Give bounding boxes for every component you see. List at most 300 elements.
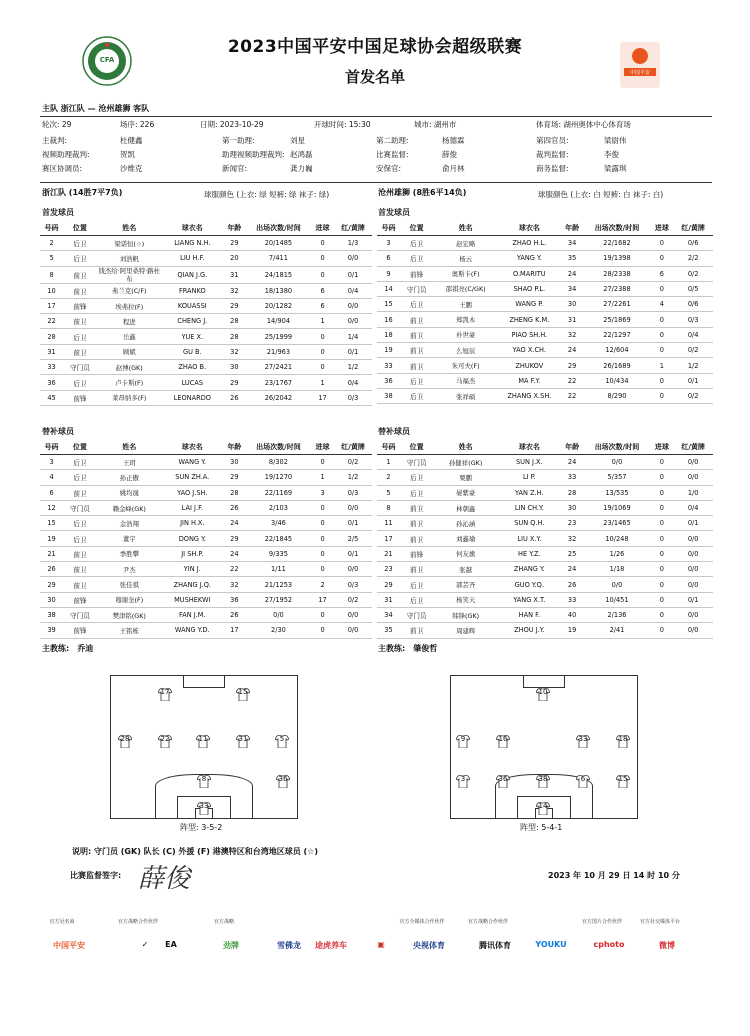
home-coach: 主教练: 乔迪 [42,644,94,653]
player-name: 梁诺恒(☆) [97,236,162,251]
column-header: 出场次数/时间 [246,440,311,455]
player-position: 前卫 [400,327,433,342]
cards: 1/3 [334,236,372,251]
sponsor-logo: 中国平安 [53,941,85,950]
player-position: 前锋 [63,623,97,638]
home-starters-table [40,221,372,406]
cards: 0/1 [334,516,372,531]
player-number: 36 [40,375,63,390]
player-row [377,577,713,592]
player-age: 33 [561,592,584,607]
goals: 0 [650,623,673,638]
column-header: 年龄 [561,440,584,455]
cards: 0/4 [334,375,372,390]
jersey-number: 5 [279,735,285,743]
goals: 0 [650,546,673,561]
shirt-name: YAO J.SH. [162,485,223,500]
supervisor-sign-label: 比赛监督签字: [70,871,122,880]
player-name: 栗鹏 [433,470,498,485]
official-name: 梁尉伟 [604,136,627,145]
appearances: 9/335 [246,546,311,561]
player-name: 王铭栋 [97,623,162,638]
round: 轮次: 29 [42,120,72,129]
goals: 0 [311,266,334,283]
appearances: 28/2338 [584,266,651,281]
appearances: 23/1465 [584,516,651,531]
goals: 0 [311,251,334,266]
goals: 0 [650,500,673,515]
player-name: 张越 [433,562,498,577]
goals: 0 [311,500,334,515]
appearances: 24/1815 [246,266,311,283]
player-row [377,500,713,515]
player-name: 韩锋(GK) [433,607,498,622]
column-header: 出场次数/时间 [246,221,311,236]
jersey-number: 9 [460,735,466,743]
player-position: 后卫 [63,516,97,531]
player-row [377,373,713,388]
away-starters-table [377,221,713,404]
player-position: 后卫 [400,470,433,485]
sponsor-logo: cphoto [593,940,625,949]
sponsor-caption: 官方冠名商 [49,919,75,925]
player-number: 5 [40,251,63,266]
player-row [40,360,372,375]
player-name: 赵宏略 [433,236,498,251]
goals: 0 [650,388,673,403]
player-age: 30 [561,297,584,312]
column-header: 球衣名 [162,440,223,455]
column-header: 球衣名 [498,221,561,236]
player-number: 15 [40,516,63,531]
player-name: 埃弗拉(F) [97,298,162,313]
goals: 0 [650,516,673,531]
shirt-name: ZHAO B. [162,360,223,375]
player-number: 3 [377,236,400,251]
player-number: 19 [40,531,63,546]
player-position: 前卫 [400,562,433,577]
player-age: 24 [223,516,246,531]
player-position: 后卫 [400,236,433,251]
column-header: 位置 [63,440,97,455]
player-row [40,251,372,266]
player-row [377,546,713,561]
appearances: 27/2388 [584,281,651,296]
player-age: 34 [561,236,584,251]
goals: 0 [650,327,673,342]
player-jersey-icon [276,773,290,786]
player-jersey-icon [616,733,630,746]
player-number: 1 [377,455,400,470]
player-jersey-icon [536,773,550,786]
player-age: 29 [223,470,246,485]
shirt-name: ZHENG K.M. [498,312,561,327]
shirt-name: PIAO SH.H. [498,327,561,342]
player-number: 21 [40,546,63,561]
player-name: 么旭辰 [433,343,498,358]
cards: 0/5 [673,281,713,296]
appearances: 12/604 [584,343,651,358]
jersey-number: 11 [198,735,208,743]
shirt-name: ZHANG Y. [498,562,561,577]
appearances: 1/18 [584,562,651,577]
player-row [377,470,713,485]
player-number: 31 [377,592,400,607]
player-position: 后卫 [400,251,433,266]
player-age: 24 [561,562,584,577]
official-name: 杜健鑫 [120,136,143,145]
player-position: 后卫 [63,236,97,251]
jersey-number: 18 [618,735,628,743]
player-name: 卢卡斯(F) [97,375,162,390]
player-name: 何友旗 [433,546,498,561]
shirt-name: KOUASSI [162,298,223,313]
goals: 0 [311,607,334,622]
player-position: 前锋 [63,298,97,313]
player-position: 前卫 [63,314,97,329]
supervisor-signature: 薛俊 [138,864,191,894]
player-name: 尹杰 [97,562,162,577]
column-header: 红/黄牌 [334,221,372,236]
player-name: 孙沁涵 [433,516,498,531]
goals: 0 [650,470,673,485]
column-header: 进球 [650,221,673,236]
player-number: 10 [40,283,63,298]
column-header: 进球 [311,440,334,455]
player-position: 前卫 [63,283,97,298]
sponsor-logo: 途虎养车 [315,941,347,950]
goals: 0 [650,281,673,296]
sponsor-caption: 官方战略合作伙伴 [117,919,158,925]
shirt-name: FRANKO [162,283,223,298]
player-row [40,607,372,622]
goals: 0 [311,562,334,577]
cards: 0/1 [334,546,372,561]
player-jersey-icon [118,733,132,746]
appearances: 14/904 [246,314,311,329]
official-role: 第二助理: [376,136,409,145]
official-name: 刘星 [290,136,305,145]
player-position: 前锋 [400,546,433,561]
player-row [40,344,372,359]
player-name: 赖金峰(GK) [97,500,162,515]
appearances: 27/2261 [584,297,651,312]
shirt-name: LIU H.F. [162,251,223,266]
home-starters-label: 首发球员 [42,208,74,217]
player-age: 32 [561,531,584,546]
cards: 0/6 [673,236,713,251]
player-row [40,283,372,298]
goals: 0 [650,577,673,592]
player-jersey-icon [616,773,630,786]
shirt-name: GU B. [162,344,223,359]
appearances: 19/1270 [246,470,311,485]
shirt-name: SUN ZH.A. [162,470,223,485]
column-header: 姓名 [433,440,498,455]
shirt-name: MA F.Y. [498,373,561,388]
player-age: 31 [561,312,584,327]
player-name: 董宇 [97,531,162,546]
player-name: 杨云 [433,251,498,266]
player-row [40,236,372,251]
column-header: 球衣名 [162,221,223,236]
player-name: 王鹏 [433,297,498,312]
cards: 0/0 [673,455,713,470]
cards: 1/0 [673,485,713,500]
official-name: 李俊 [604,150,619,159]
appearances: 0/0 [246,607,311,622]
official-role: 比赛监督: [376,150,409,159]
player-row [377,327,713,342]
cards: 0/4 [334,283,372,298]
cards: 1/4 [334,329,372,344]
page-subtitle: 首发名单 [344,68,405,86]
player-age: 31 [223,266,246,283]
cards: 0/1 [673,592,713,607]
appearances: 22/1169 [246,485,311,500]
cards: 0/3 [334,577,372,592]
player-age: 26 [223,607,246,622]
player-number: 30 [40,592,63,607]
cards: 1/2 [334,470,372,485]
player-position: 后卫 [63,455,97,470]
goals: 6 [311,283,334,298]
column-header: 号码 [377,221,400,236]
player-jersey-icon [158,733,172,746]
player-number: 14 [377,281,400,296]
player-age: 22 [223,562,246,577]
player-position: 后卫 [400,373,433,388]
player-age: 32 [223,344,246,359]
player-name: 邵祺亮(C/GK) [433,281,498,296]
player-number: 16 [377,312,400,327]
player-name: 杨笑天 [433,592,498,607]
home-formation: 阵型: 3-5-2 [180,823,223,832]
goals: 6 [650,266,673,281]
player-name: 郭芸齐 [433,577,498,592]
player-number: 5 [377,485,400,500]
cards: 0/3 [334,390,372,405]
player-position: 前卫 [400,312,433,327]
shirt-name: HAN F. [498,607,561,622]
jersey-number: 22 [160,735,170,743]
jersey-number: 15 [618,775,628,783]
player-number: 6 [40,485,63,500]
report-timestamp: 2023 年 10 月 29 日 14 时 10 分 [548,871,680,880]
player-age: 28 [223,314,246,329]
shirt-name: WANG Y. [162,455,223,470]
player-number: 17 [377,531,400,546]
player-row [40,390,372,405]
player-position: 后卫 [400,297,433,312]
player-age: 32 [223,577,246,592]
player-row [40,623,372,638]
jersey-number: 16 [498,735,508,743]
player-position: 后卫 [400,388,433,403]
player-name: 钱杰给·阿里桑特·路杜布 [98,266,161,283]
player-row [40,516,372,531]
appearances: 0/0 [584,577,651,592]
goals: 0 [650,455,673,470]
player-name: 孙健祥(GK) [433,455,498,470]
player-name: 莱昂纳多(F) [97,390,162,405]
player-number: 38 [377,388,400,403]
cards: 0/0 [334,314,372,329]
official-role: 赛区协调员: [42,164,83,173]
player-name: 姚均晟 [97,485,162,500]
player-age: 32 [223,283,246,298]
player-row [377,312,713,327]
stadium: 体育场: 湖州奥体中心体育场 [536,120,631,129]
player-position: 前锋 [63,390,97,405]
player-age: 36 [223,592,246,607]
player-number: 18 [377,327,400,342]
player-name: 郑凯木 [433,312,498,327]
player-row [377,592,713,607]
appearances: 27/1952 [246,592,311,607]
cards: 0/6 [673,297,713,312]
player-jersey-icon [576,773,590,786]
player-age: 17 [223,623,246,638]
goals: 0 [650,343,673,358]
goals: 0 [650,607,673,622]
shirt-name: ZHANG X.SH. [498,388,561,403]
appearances: 18/1380 [246,283,311,298]
official-role: 新闻官: [222,164,248,173]
official-name: 薛俊 [442,150,457,159]
shirt-name: LIN CH.Y. [498,500,561,515]
shirt-name: LI P. [498,470,561,485]
sponsor-logo: EA [165,940,177,949]
player-age: 22 [561,373,584,388]
player-row [40,266,372,283]
player-name: 季胜攀 [97,546,162,561]
column-header: 年龄 [223,221,246,236]
player-jersey-icon [197,773,211,786]
player-row [377,607,713,622]
appearances: 25/1999 [246,329,311,344]
player-position: 前锋 [400,266,433,281]
pingan-logo-text: 中国平安 [629,70,650,76]
player-age: 24 [223,546,246,561]
official-name: 贺凯 [120,150,135,159]
player-number: 11 [377,516,400,531]
appearances: 20/1485 [246,236,311,251]
player-position: 前卫 [400,516,433,531]
jersey-number: 14 [538,802,548,810]
official-name: 杨德霖 [442,136,465,145]
sponsor-caption: 官方全媒体合作伙伴 [399,919,445,925]
player-row [377,531,713,546]
cards: 2/5 [334,531,372,546]
column-header: 姓名 [97,440,162,455]
goals: 0 [650,251,673,266]
player-name: 马福杰 [433,373,498,388]
column-header: 号码 [40,221,63,236]
jersey-number: 33 [578,735,588,743]
player-position: 前卫 [63,562,97,577]
shirt-name: ZHAO H.L. [498,236,561,251]
player-row [40,485,372,500]
player-position: 前卫 [400,531,433,546]
player-age: 26 [561,577,584,592]
player-name: 晏紫豪 [433,485,498,500]
shirt-name: SUN J.X. [498,455,561,470]
shirt-name: WANG Y.D. [162,623,223,638]
player-age: 29 [223,298,246,313]
shirt-name: HE Y.Z. [498,546,561,561]
shirt-name: YAN Z.H. [498,485,561,500]
player-jersey-icon [236,733,250,746]
player-age: 28 [223,329,246,344]
appearances: 22/1682 [584,236,651,251]
player-position: 后卫 [63,251,97,266]
player-row [377,236,713,251]
column-header: 号码 [377,440,400,455]
column-header: 出场次数/时间 [584,440,651,455]
official-name: 沙维克 [120,164,143,173]
jersey-number: 6 [580,775,586,783]
home-kit: 球服颜色 (上衣: 绿 短裤: 绿 袜子: 绿) [204,190,330,199]
player-row [40,298,372,313]
jersey-number: 17 [160,688,170,696]
player-position: 后卫 [400,485,433,500]
appearances: 19/1069 [584,500,651,515]
player-position: 后卫 [400,577,433,592]
player-age: 26 [223,500,246,515]
player-number: 38 [40,607,63,622]
cards: 0/0 [334,251,372,266]
player-number: 23 [377,562,400,577]
player-position: 守门员 [63,360,97,375]
player-age: 34 [561,281,584,296]
sponsor-logo: 央视体育 [413,941,445,950]
shirt-name: YAO X.CH. [498,343,561,358]
shirt-name: LEONARDO [162,390,223,405]
player-row [40,546,372,561]
player-age: 35 [561,251,584,266]
home-away-line: 主队 浙江队 — 沧州雄狮 客队 [42,104,150,113]
shirt-name: CHENG J. [162,314,223,329]
player-row [40,329,372,344]
cards: 0/1 [334,266,372,283]
away-team-name: 沧州雄狮 (8胜6平14负) [378,188,467,197]
player-name: 程进 [97,314,162,329]
column-header: 红/黄牌 [673,440,713,455]
cards: 0/0 [673,577,713,592]
home-subs-table [40,440,372,639]
player-position: 前卫 [400,343,433,358]
player-age: 24 [561,266,584,281]
appearances: 10/451 [584,592,651,607]
player-number: 6 [377,251,400,266]
cards: 0/0 [334,562,372,577]
player-position: 前卫 [400,623,433,638]
goals: 2 [311,577,334,592]
official-role: 安保官: [376,164,402,173]
kickoff-time: 开球时间: 15:30 [314,120,371,129]
shirt-name: YANG X.T. [498,592,561,607]
shirt-name: SUN Q.H. [498,516,561,531]
player-age: 22 [561,388,584,403]
player-age: 29 [561,358,584,373]
sponsor-logo: ✓ [141,940,149,949]
player-position: 前卫 [63,485,97,500]
column-header: 红/黄牌 [673,221,713,236]
sponsor-logo: 微博 [659,941,675,950]
player-age: 28 [223,485,246,500]
player-row [40,375,372,390]
